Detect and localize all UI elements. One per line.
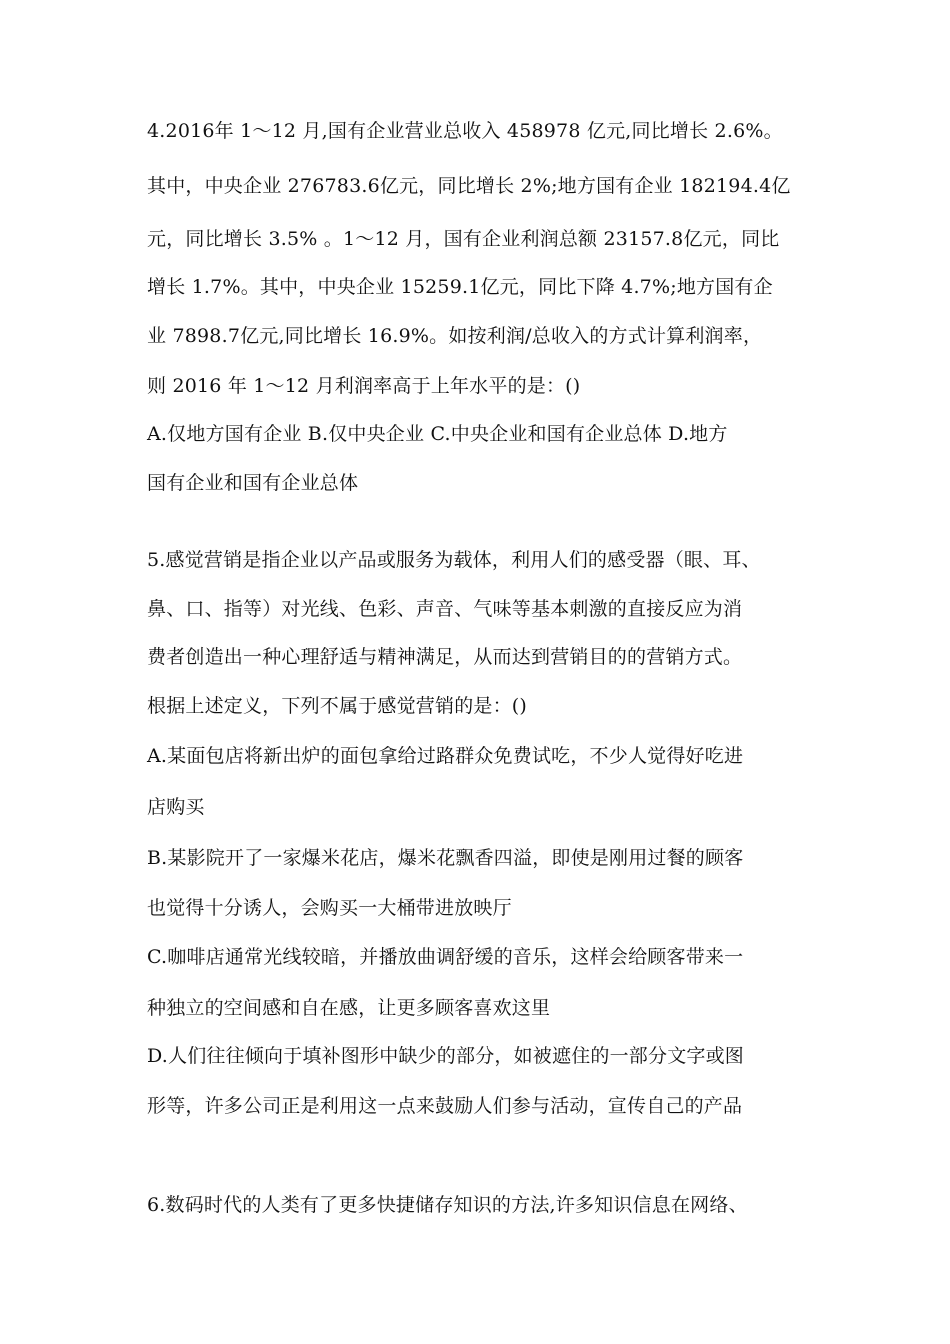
q5-stem-line: 费者创造出一种心理舒适与精神满足，从而达到营销目的的营销方式。 [147, 646, 743, 668]
q5-option-d: D.人们往往倾向于填补图形中缺少的部分，如被遮住的一部分文字或图 [147, 1045, 744, 1067]
q5-stem-line: 5.感觉营销是指企业以产品或服务为载体，利用人们的感受器（眼、耳、 [147, 549, 761, 571]
q4-stem-line: 则 2016 年 1～12 月利润率高于上年水平的是：() [147, 375, 581, 397]
q4-stem-line: 增长 1.7%。其中，中央企业 15259.1亿元，同比下降 4.7%;地方国有企 [147, 276, 773, 298]
q4-options-line: 国有企业和国有企业总体 [147, 472, 359, 494]
q4-stem-line: 元，同比增长 3.5% 。1～12 月，国有企业利润总额 23157.8亿元，同比 [147, 228, 780, 250]
q5-stem-line: 鼻、口、指等）对光线、色彩、声音、气味等基本刺激的直接反应为消 [147, 598, 743, 620]
q5-option-a: A.某面包店将新出炉的面包拿给过路群众免费试吃，不少人觉得好吃进 [147, 745, 744, 767]
q4-stem-line: 4.2016年 1～12 月,国有企业营业总收入 458978 亿元,同比增长 2.6%。 [147, 120, 783, 142]
q4-stem-line: 业 7898.7亿元,同比增长 16.9%。如按利润/总收入的方式计算利润率， [147, 325, 763, 347]
q6-stem-line: 6.数码时代的人类有了更多快捷储存知识的方法,许多知识信息在网络、 [147, 1194, 748, 1216]
q4-stem-line: 其中，中央企业 276783.6亿元，同比增长 2%;地方国有企业 182194.4亿 [147, 175, 791, 197]
q5-option-b-cont: 也觉得十分诱人，会购买一大桶带进放映厅 [147, 897, 512, 919]
q5-option-c-cont: 种独立的空间感和自在感，让更多顾客喜欢这里 [147, 997, 551, 1019]
q4-options-line: A.仅地方国有企业 B.仅中央企业 C.中央企业和国有企业总体 D.地方 [147, 423, 728, 445]
q5-stem-line: 根据上述定义，下列不属于感觉营销的是：() [147, 695, 528, 717]
q5-option-c: C.咖啡店通常光线较暗，并播放曲调舒缓的音乐，这样会给顾客带来一 [147, 946, 744, 968]
q5-option-d-cont: 形等，许多公司正是利用这一点来鼓励人们参与活动，宣传自己的产品 [147, 1095, 743, 1117]
q5-option-b: B.某影院开了一家爆米花店，爆米花飘香四溢，即使是刚用过餐的顾客 [147, 847, 744, 869]
q5-option-a-cont: 店购买 [147, 796, 205, 818]
